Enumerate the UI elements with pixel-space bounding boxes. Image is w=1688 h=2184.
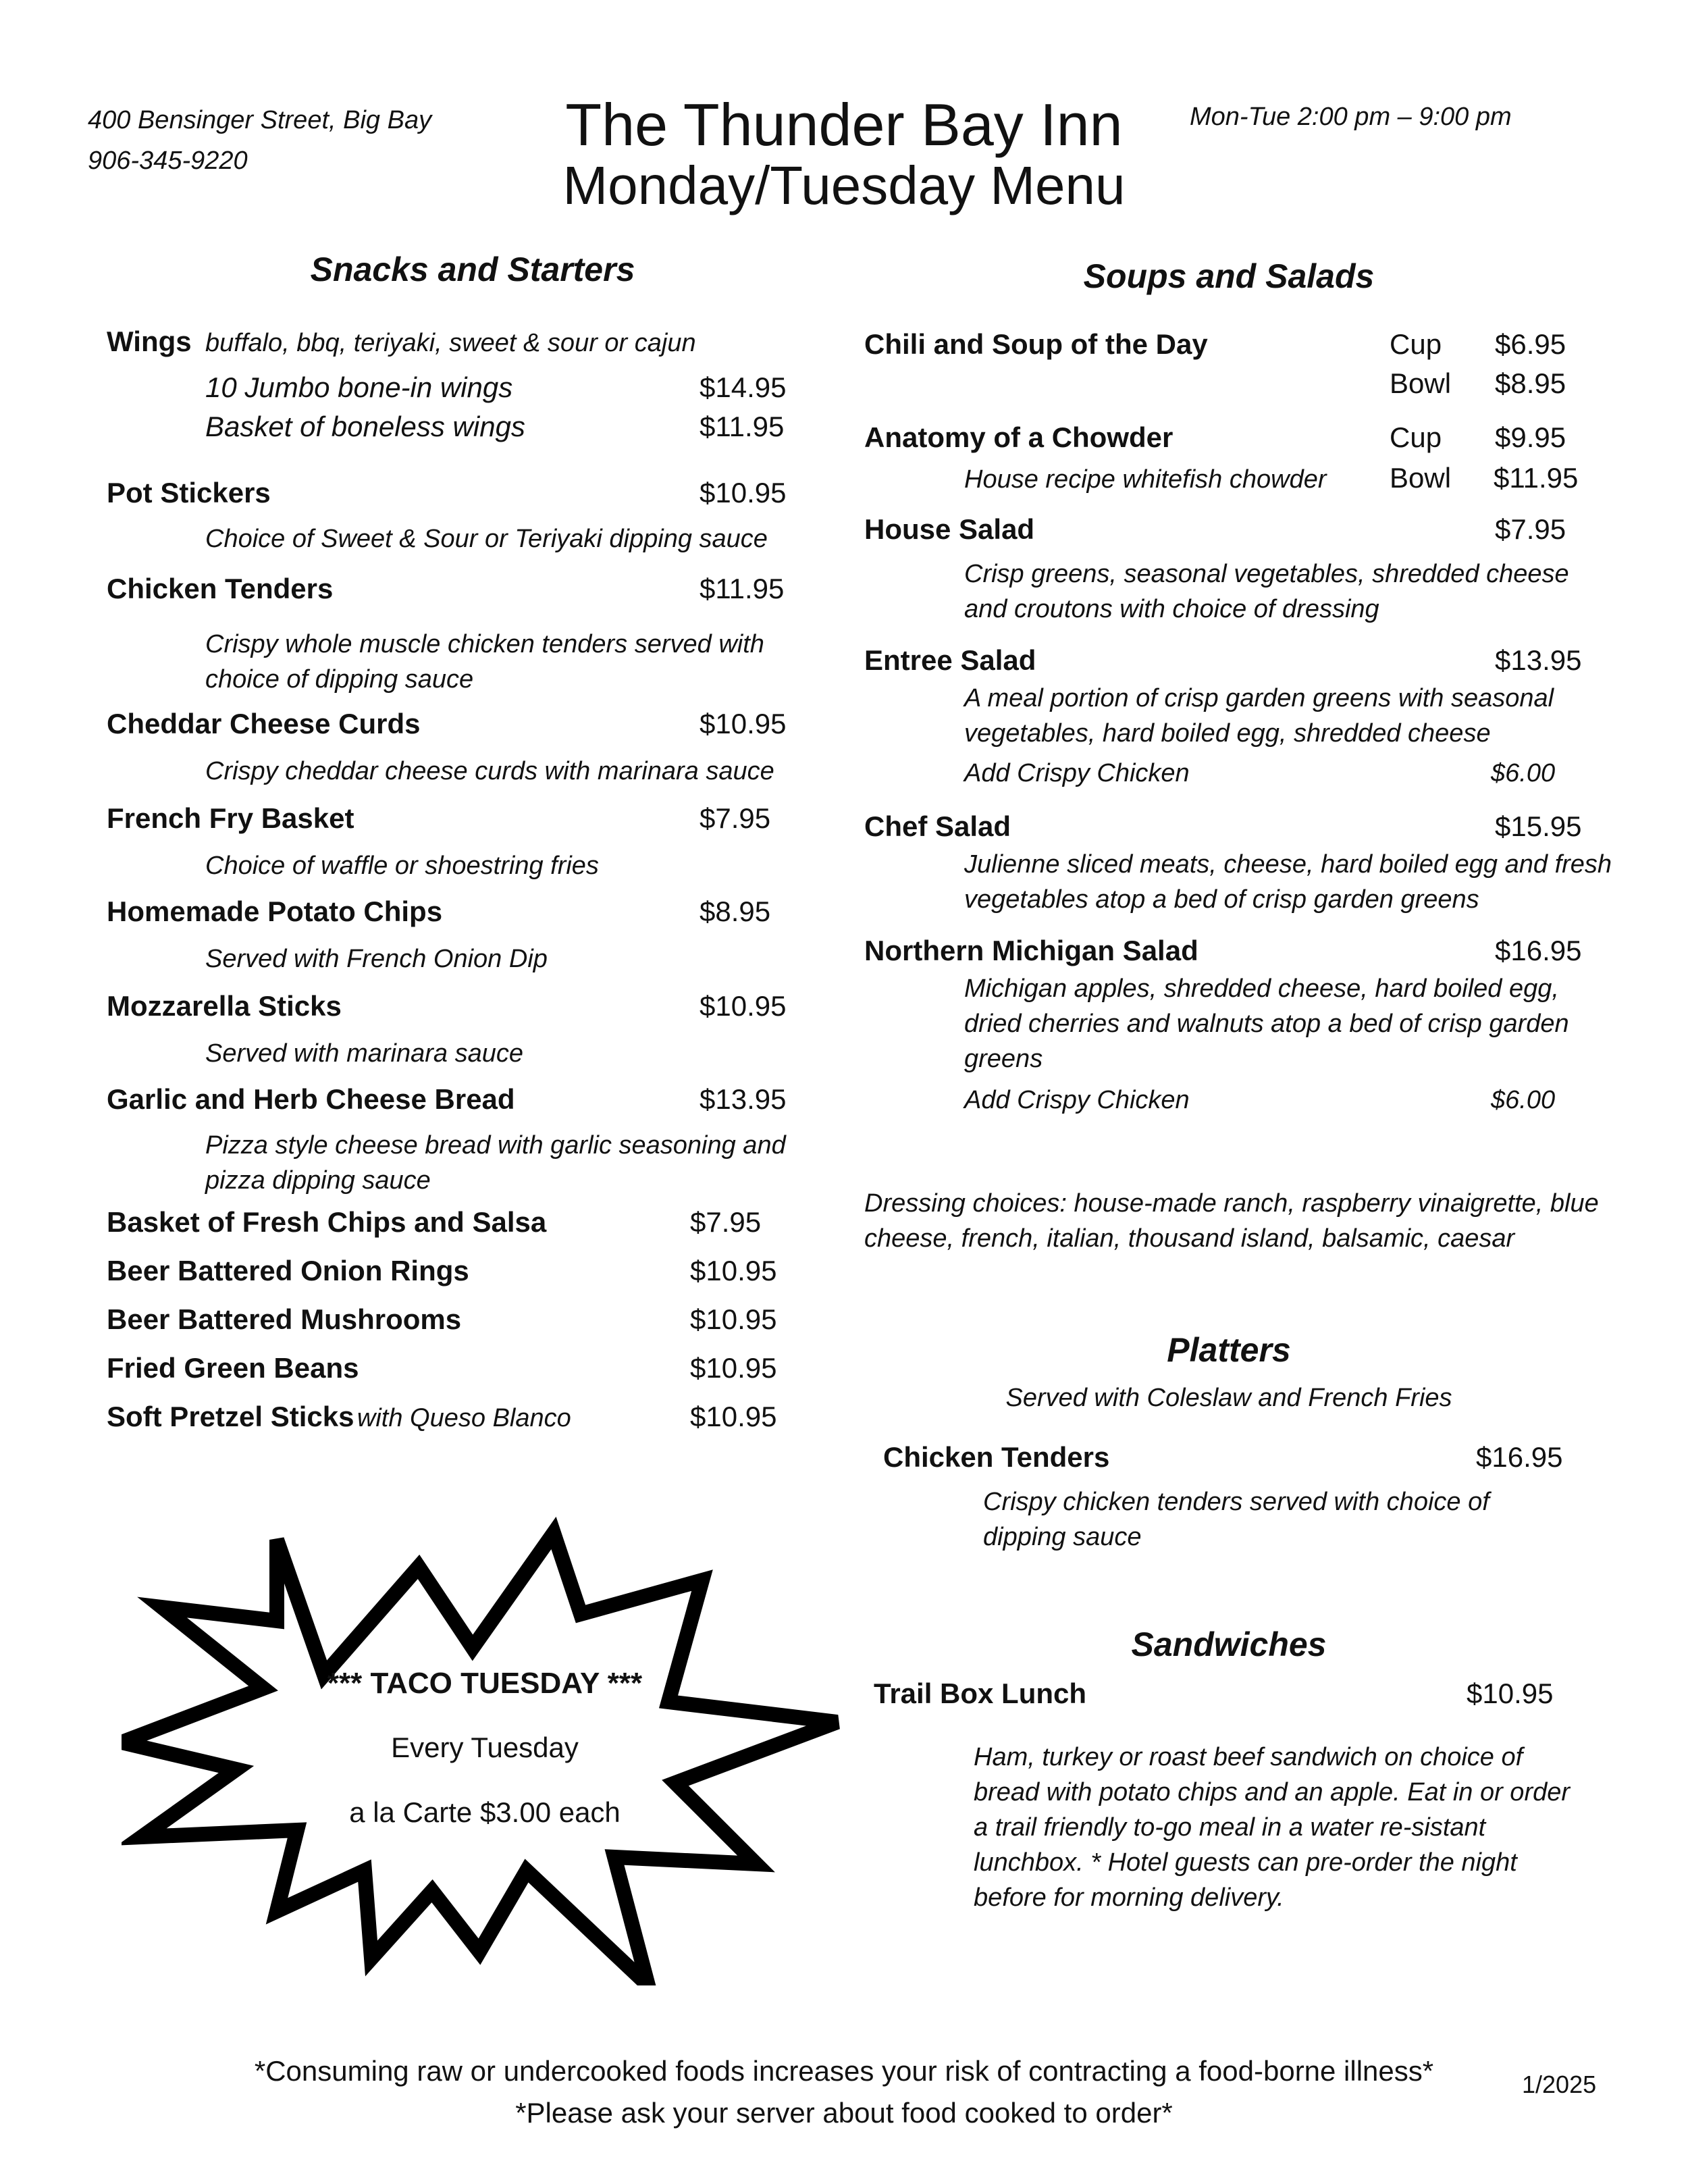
food-safety-warning: *Consuming raw or undercooked foods increases your risk of contracting a food-borne illness*: [254, 2055, 1434, 2087]
item-chowder-bowl-price: $11.95: [1494, 462, 1579, 494]
item-cheese-bread: Garlic and Herb Cheese Bread: [107, 1083, 515, 1115]
item-entree-salad-addon: Add Crispy Chicken: [964, 759, 1190, 787]
item-entree-salad-price: $13.95: [1495, 644, 1582, 676]
item-cheese-curds-desc: Crispy cheddar cheese curds with marinara sauce: [205, 757, 774, 785]
item-mushrooms: Beer Battered Mushrooms: [107, 1303, 462, 1335]
item-pot-stickers: Pot Stickers: [107, 477, 271, 509]
menu-version: 1/2025: [1522, 2071, 1597, 2098]
item-house-salad-price: $7.95: [1495, 513, 1566, 545]
item-green-beans: Fried Green Beans: [107, 1352, 359, 1384]
item-northern-salad: Northern Michigan Salad: [864, 935, 1198, 966]
sandwich-trail-box: Trail Box Lunch: [874, 1678, 1087, 1709]
dressing-choices: Dressing choices: house-made ranch, raspberry vinaigrette, blue cheese, french, italian, thousand island, balsamic, caesar: [864, 1189, 1599, 1253]
item-chef-salad-price: $15.95: [1495, 810, 1582, 842]
item-french-fry-basket-price: $7.95: [700, 802, 771, 834]
wings-option-bone-in-price: $14.95: [700, 371, 787, 403]
taco-tuesday-line1: Every Tuesday: [391, 1732, 579, 1763]
item-pretzel-sticks-price: $10.95: [690, 1401, 777, 1432]
platter-chicken-tenders-desc: Crispy chicken tenders served with choice of dipping sauce: [983, 1488, 1489, 1551]
item-mozzarella-sticks: Mozzarella Sticks: [107, 990, 342, 1022]
section-title-soups: Soups and Salads: [1083, 257, 1375, 295]
item-chili-cup-label: Cup: [1390, 328, 1442, 360]
item-chowder-cup-price: $9.95: [1495, 421, 1566, 453]
item-northern-salad-price: $16.95: [1495, 935, 1582, 966]
item-cheese-curds: Cheddar Cheese Curds: [107, 708, 421, 739]
item-pot-stickers-desc: Choice of Sweet & Sour or Teriyaki dipping sauce: [205, 525, 768, 553]
item-mushrooms-price: $10.95: [690, 1303, 777, 1335]
item-mozzarella-sticks-desc: Served with marinara sauce: [205, 1039, 523, 1068]
footer-notice: [0, 2050, 1688, 2134]
item-potato-chips-price: $8.95: [700, 895, 771, 927]
item-northern-salad-desc: Michigan apples, shredded cheese, hard boiled egg, dried cherries and walnuts atop a bed of crisp garden greens: [964, 974, 1569, 1073]
item-chowder-desc: House recipe whitefish chowder: [964, 465, 1327, 494]
section-title-platters: Platters: [1167, 1331, 1291, 1369]
restaurant-address: 400 Bensinger Street, Big Bay: [88, 106, 432, 134]
item-chili-bowl-label: Bowl: [1390, 367, 1452, 399]
item-pretzel-sticks: [107, 1401, 571, 1436]
wings-option-boneless: Basket of boneless wings: [205, 411, 525, 442]
menu-subtitle: Monday/Tuesday Menu: [562, 155, 1126, 215]
item-northern-salad-addon-price: $6.00: [1491, 1086, 1556, 1114]
item-house-salad-desc: Crisp greens, seasonal vegetables, shredded cheese and croutons with choice of dressing: [964, 560, 1569, 623]
item-chips-salsa: Basket of Fresh Chips and Salsa: [107, 1206, 547, 1238]
restaurant-phone: 906-345-9220: [88, 147, 248, 175]
item-cheese-curds-price: $10.95: [700, 708, 787, 739]
item-chili-cup-price: $6.95: [1495, 328, 1566, 360]
taco-tuesday-title: *** TACO TUESDAY ***: [327, 1667, 643, 1700]
item-french-fry-basket: French Fry Basket: [107, 802, 354, 834]
item-chili-bowl-price: $8.95: [1495, 367, 1566, 399]
item-onion-rings: Beer Battered Onion Rings: [107, 1255, 469, 1286]
wings-name: Wings: [107, 326, 192, 357]
wings-option-boneless-price: $11.95: [700, 411, 785, 442]
item-mozzarella-sticks-price: $10.95: [700, 990, 787, 1022]
item-chicken-tenders: Chicken Tenders: [107, 573, 334, 604]
item-house-salad: House Salad: [864, 513, 1035, 545]
item-chicken-tenders-price: $11.95: [700, 573, 785, 604]
opening-hours: Mon-Tue 2:00 pm – 9:00 pm: [1190, 103, 1512, 131]
platters-subtitle: Served with Coleslaw and French Fries: [1005, 1384, 1452, 1412]
section-title-sandwiches: Sandwiches: [1131, 1626, 1327, 1663]
platter-chicken-tenders-price: $16.95: [1476, 1441, 1563, 1473]
item-cheese-bread-desc: Pizza style cheese bread with garlic seasoning and pizza dipping sauce: [205, 1131, 786, 1195]
item-northern-salad-addon: Add Crispy Chicken: [964, 1086, 1190, 1114]
item-chips-salsa-price: $7.95: [690, 1206, 762, 1238]
item-pretzel-sticks-name: Soft Pretzel Sticks: [107, 1401, 354, 1432]
wings-flavors: buffalo, bbq, teriyaki, sweet & sour or cajun: [205, 329, 696, 357]
item-entree-salad-addon-price: $6.00: [1491, 759, 1556, 787]
item-chowder-cup-label: Cup: [1390, 421, 1442, 453]
item-chili-soup: Chili and Soup of the Day: [864, 328, 1208, 360]
item-entree-salad-desc: A meal portion of crisp garden greens with seasonal vegetables, hard boiled egg, shredded cheese: [964, 684, 1554, 748]
page-title: The Thunder Bay Inn: [565, 91, 1123, 158]
item-chicken-tenders-desc: Crispy whole muscle chicken tenders served with choice of dipping sauce: [205, 630, 764, 694]
sandwich-trail-box-price: $10.95: [1467, 1678, 1554, 1709]
item-chef-salad-desc: Julienne sliced meats, cheese, hard boiled egg and fresh vegetables atop a bed of crisp garden greens: [964, 850, 1612, 914]
section-title-snacks: Snacks and Starters: [310, 251, 635, 288]
item-potato-chips: Homemade Potato Chips: [107, 895, 443, 927]
item-green-beans-price: $10.95: [690, 1352, 777, 1384]
item-chowder-bowl-label: Bowl: [1390, 462, 1452, 494]
item-chef-salad: Chef Salad: [864, 810, 1011, 842]
sandwich-trail-box-desc: Ham, turkey or roast beef sandwich on choice of bread with potato chips and an apple. Eat in or order a trail friendly to-go meal in a water re-sistant lunchbox. * Hotel guests can pre-order the night before for morning delivery.: [974, 1743, 1571, 1912]
item-french-fry-basket-desc: Choice of waffle or shoestring fries: [205, 852, 599, 880]
platter-chicken-tenders: Chicken Tenders: [883, 1441, 1110, 1473]
item-chowder: Anatomy of a Chowder: [864, 421, 1173, 453]
cooked-to-order-note: *Please ask your server about food cooked to order*: [515, 2097, 1173, 2129]
item-entree-salad: Entree Salad: [864, 644, 1036, 676]
taco-tuesday-line2: a la Carte $3.00 each: [349, 1796, 621, 1828]
wings-option-bone-in: 10 Jumbo bone-in wings: [205, 371, 513, 403]
item-pretzel-sticks-suffix: with Queso Blanco: [357, 1404, 571, 1432]
item-cheese-bread-price: $13.95: [700, 1083, 787, 1115]
item-onion-rings-price: $10.95: [690, 1255, 777, 1286]
item-potato-chips-desc: Served with French Onion Dip: [205, 945, 548, 973]
item-pot-stickers-price: $10.95: [700, 477, 787, 509]
